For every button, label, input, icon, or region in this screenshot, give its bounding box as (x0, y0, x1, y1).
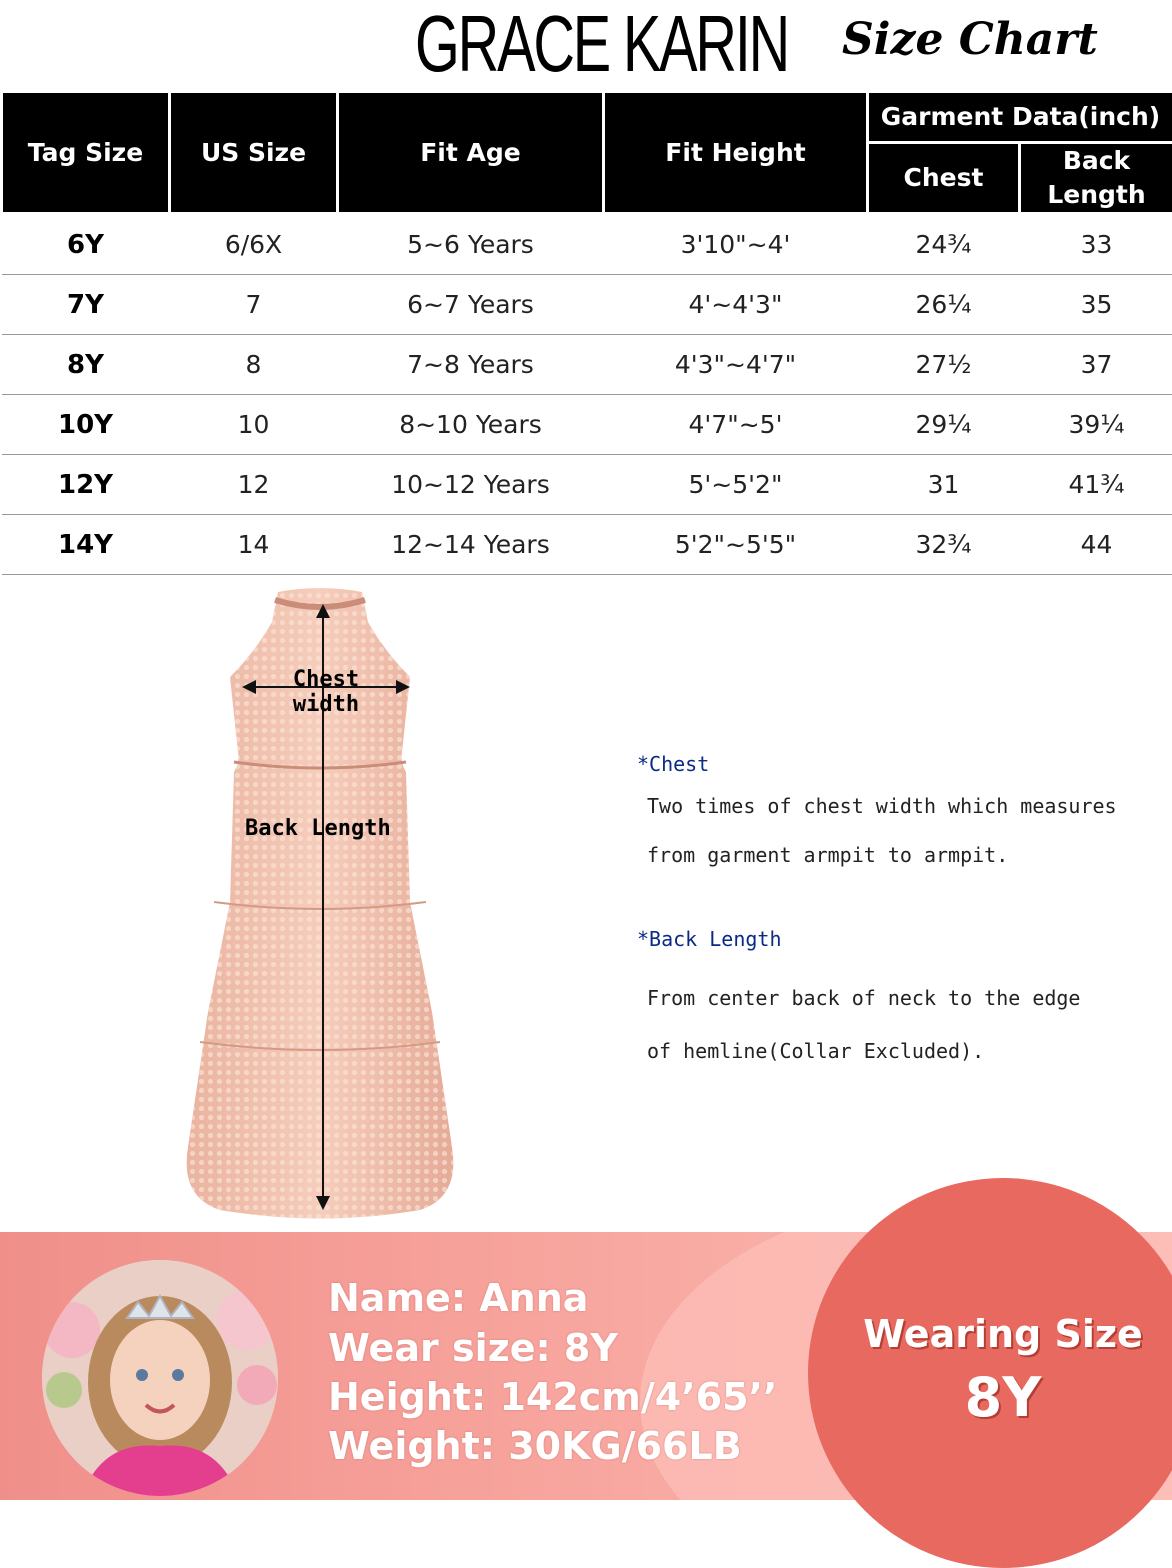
cell-fit-age: 12~14 Years (338, 515, 604, 575)
header-fit-age: Fit Age (338, 92, 604, 214)
cell-chest: 26¼ (868, 275, 1020, 335)
cell-chest: 29¼ (868, 395, 1020, 455)
table-header-row (2, 92, 1172, 143)
cell-fit-age: 10~12 Years (338, 455, 604, 515)
cell-us-size: 14 (170, 515, 338, 575)
cell-fit-height: 5'~5'2" (604, 455, 868, 515)
cell-fit-height: 5'2"~5'5" (604, 515, 868, 575)
cell-fit-height: 4'7"~5' (604, 395, 868, 455)
cell-back-length: 41¾ (1020, 455, 1172, 515)
cell-back-length: 35 (1020, 275, 1172, 335)
table-row (2, 335, 1172, 395)
cell-us-size: 6/6X (170, 214, 338, 275)
cell-fit-height: 4'3"~4'7" (604, 335, 868, 395)
cell-fit-age: 6~7 Years (338, 275, 604, 335)
cell-fit-age: 8~10 Years (338, 395, 604, 455)
cell-back-length: 44 (1020, 515, 1172, 575)
cell-tag-size: 12Y (2, 455, 170, 515)
header-back-length: Back Length (1020, 143, 1172, 214)
cell-fit-height: 4'~4'3" (604, 275, 868, 335)
chest-note-line: Two times of chest width which measures (647, 794, 1117, 818)
cell-chest: 31 (868, 455, 1020, 515)
back-length-note-title: *Back Length (637, 927, 782, 951)
size-table (0, 90, 1172, 575)
table-row (2, 515, 1172, 575)
table-row (2, 275, 1172, 335)
cell-back-length: 37 (1020, 335, 1172, 395)
header-fit-height: Fit Height (604, 92, 868, 214)
back-length-note-line: of hemline(Collar Excluded). (647, 1039, 984, 1063)
cell-back-length: 33 (1020, 214, 1172, 275)
size-chart-title: Size Chart (842, 10, 1098, 70)
cell-us-size: 12 (170, 455, 338, 515)
cell-fit-height: 3'10"~4' (604, 214, 868, 275)
model-wear-size: Wear size: 8Y (328, 1323, 618, 1373)
cell-us-size: 8 (170, 335, 338, 395)
cell-chest: 27½ (868, 335, 1020, 395)
table-row (2, 455, 1172, 515)
table-row (2, 214, 1172, 275)
cell-back-length: 39¼ (1020, 395, 1172, 455)
wearing-size-label: Wearing Size (808, 1312, 1172, 1356)
header-garment-data: Garment Data(inch) (868, 92, 1172, 143)
chest-width-label-line1: Chest (274, 667, 378, 692)
header-tag-size: Tag Size (2, 92, 170, 214)
model-photo (42, 1260, 278, 1496)
cell-chest: 32¾ (868, 515, 1020, 575)
cell-chest: 24¾ (868, 214, 1020, 275)
header-chest: Chest (868, 143, 1020, 214)
cell-tag-size: 8Y (2, 335, 170, 395)
cell-us-size: 10 (170, 395, 338, 455)
cell-us-size: 7 (170, 275, 338, 335)
cell-fit-age: 5~6 Years (338, 214, 604, 275)
header-us-size: US Size (170, 92, 338, 214)
brand-logo: GRACE KARIN (415, 0, 645, 88)
cell-tag-size: 6Y (2, 214, 170, 275)
chest-note-line: from garment armpit to armpit. (647, 843, 1008, 867)
back-length-label: Back Length (245, 816, 391, 841)
back-length-note-line: From center back of neck to the edge (647, 986, 1080, 1010)
table-row (2, 395, 1172, 455)
model-name: Name: Anna (328, 1273, 588, 1323)
chest-note-title: *Chest (637, 752, 709, 776)
cell-tag-size: 7Y (2, 275, 170, 335)
cell-tag-size: 14Y (2, 515, 170, 575)
wearing-size-value: 8Y (808, 1366, 1172, 1429)
girl-photo-icon (42, 1260, 278, 1496)
chest-width-label-line2: width (274, 692, 378, 717)
model-height: Height: 142cm/4’65’’ (328, 1372, 777, 1422)
cell-fit-age: 7~8 Years (338, 335, 604, 395)
cell-tag-size: 10Y (2, 395, 170, 455)
chest-width-label (274, 667, 378, 717)
model-weight: Weight: 30KG/66LB (328, 1421, 742, 1471)
